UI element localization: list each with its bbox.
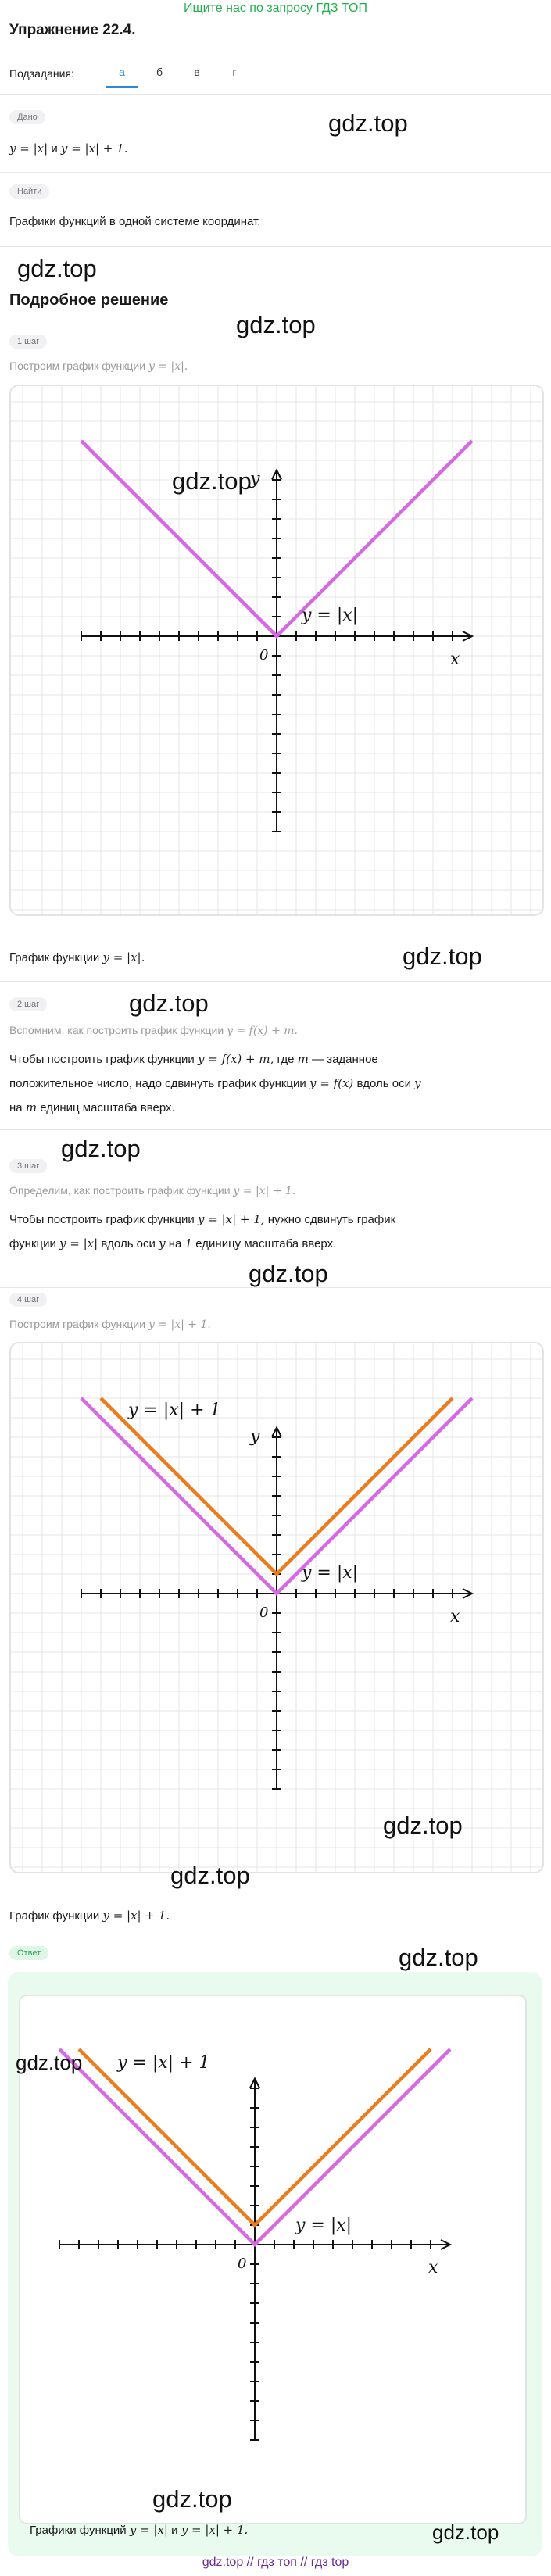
footer-link[interactable]: gdz.top bbox=[202, 2556, 244, 2569]
divider bbox=[0, 1129, 551, 1130]
step1-caption-eq: y = |x|. bbox=[102, 950, 145, 964]
step1-caption-label: График функции bbox=[9, 951, 100, 964]
watermark: gdz.top bbox=[432, 2521, 499, 2544]
step1-caption bbox=[9, 946, 145, 970]
graph-annotation: y = |x| bbox=[295, 2216, 352, 2235]
graph-annotation: y = |x| + 1 bbox=[128, 1401, 221, 1420]
step1-text bbox=[9, 360, 188, 373]
step3-line1 bbox=[9, 1208, 541, 1232]
watermark: gdz.top bbox=[328, 109, 408, 137]
find-text: Графики функций в одной системе координат. bbox=[9, 215, 261, 228]
watermark: gdz.top bbox=[399, 1944, 478, 1971]
equation: y = f(x) bbox=[309, 1076, 354, 1090]
step4-eq: y = |x| + 1. bbox=[148, 1318, 211, 1331]
footer-links[interactable] bbox=[0, 2556, 551, 2570]
given-text bbox=[9, 137, 127, 161]
text: Чтобы построить график функции bbox=[9, 1213, 195, 1226]
x-axis-label: x bbox=[450, 649, 460, 669]
step1-eq: y = |x|. bbox=[148, 360, 188, 373]
text: единиц масштаба вверх. bbox=[40, 1101, 175, 1114]
equation: y = |x| bbox=[59, 1236, 98, 1250]
solution-heading: Подробное решение bbox=[9, 292, 169, 309]
x-axis-label: x bbox=[428, 2258, 438, 2277]
divider bbox=[0, 981, 551, 982]
watermark: gdz.top bbox=[152, 2485, 232, 2513]
page-title: Упражнение 22.4. bbox=[9, 22, 136, 38]
step4-text-label: Построим график функции bbox=[9, 1318, 146, 1330]
step3-intro-label: Определим, как построить график функции bbox=[9, 1184, 231, 1197]
graph-annotation: y = |x| bbox=[302, 1563, 359, 1583]
step4-caption-eq: y = |x| + 1. bbox=[102, 1909, 170, 1923]
step3-intro bbox=[9, 1184, 295, 1197]
tab-v[interactable]: в bbox=[194, 66, 200, 78]
divider bbox=[0, 172, 551, 173]
watermark: gdz.top bbox=[249, 1260, 328, 1287]
text: Чтобы построить график функции bbox=[9, 1053, 195, 1066]
watermark: gdz.top bbox=[403, 943, 482, 970]
step2-intro-eq: y = f(x) + m. bbox=[227, 1025, 298, 1037]
text: единицу масштаба вверх. bbox=[195, 1237, 337, 1250]
origin-label: 0 bbox=[238, 2256, 247, 2272]
y-axis-label: y bbox=[250, 1426, 260, 1447]
text: на bbox=[9, 1101, 23, 1114]
watermark: gdz.top bbox=[383, 1812, 463, 1839]
tab-g[interactable]: г bbox=[232, 66, 237, 78]
watermark: gdz.top bbox=[16, 2051, 83, 2074]
step3-line2 bbox=[9, 1232, 541, 1256]
watermark: gdz.top bbox=[236, 311, 316, 338]
active-tab-indicator bbox=[106, 86, 138, 88]
watermark: gdz.top bbox=[17, 255, 97, 282]
graph-3-canvas bbox=[20, 1996, 525, 2523]
step2-intro-label: Вспомним, как построить график функции bbox=[9, 1024, 224, 1036]
step3-chip: 3 шаг bbox=[9, 1159, 47, 1173]
answer-caption-label: Графики функций bbox=[30, 2524, 127, 2537]
equation: y = |x| + 1, bbox=[197, 1212, 265, 1226]
step2-line3 bbox=[9, 1096, 541, 1120]
equation: y bbox=[414, 1076, 421, 1090]
divider bbox=[0, 246, 551, 247]
tab-b[interactable]: б bbox=[156, 66, 163, 78]
step4-chip: 4 шаг bbox=[9, 1293, 47, 1307]
given-chip: Дано bbox=[9, 110, 45, 124]
text: функции bbox=[9, 1237, 56, 1250]
text: на bbox=[168, 1237, 182, 1250]
text: вдоль оси bbox=[356, 1077, 411, 1090]
graph-3 bbox=[19, 1995, 527, 2524]
search-banner[interactable]: Ищите нас по запросу ГДЗ ТОП bbox=[184, 2, 367, 15]
step4-text bbox=[9, 1318, 211, 1331]
equation: y bbox=[159, 1236, 166, 1250]
text: положительное число, надо сдвинуть график функции bbox=[9, 1077, 306, 1090]
step2-line2 bbox=[9, 1072, 541, 1096]
step1-text-label: Построим график функции bbox=[9, 360, 146, 372]
y-axis-label: y bbox=[250, 469, 260, 489]
graph-annotation: y = |x| bbox=[302, 606, 359, 625]
footer-link[interactable]: гдз топ bbox=[257, 2556, 297, 2569]
graph-1-canvas bbox=[11, 386, 542, 914]
given-conj: и bbox=[51, 142, 58, 156]
equation: y = f(x) + m, bbox=[197, 1052, 274, 1066]
divider bbox=[0, 1287, 551, 1288]
step3-intro-eq: y = |x| + 1. bbox=[233, 1185, 296, 1197]
answer-caption-eq1: y = |x| bbox=[129, 2523, 168, 2537]
graph-1 bbox=[9, 385, 544, 916]
text: где bbox=[277, 1053, 295, 1066]
equation: 1 bbox=[184, 1236, 193, 1250]
footer-link[interactable]: гдз top bbox=[310, 2556, 349, 2569]
x-axis-label: x bbox=[450, 1607, 460, 1626]
step3-body bbox=[9, 1208, 541, 1256]
step4-caption-label: График функции bbox=[9, 1909, 100, 1923]
answer-caption-and: и bbox=[171, 2524, 178, 2537]
footer-sep: // bbox=[300, 2556, 308, 2569]
step2-chip: 2 шаг bbox=[9, 997, 47, 1011]
equation: m bbox=[25, 1100, 38, 1114]
watermark: gdz.top bbox=[170, 1862, 250, 1889]
watermark: gdz.top bbox=[172, 467, 252, 495]
given-eq2: y = |x| + 1. bbox=[60, 141, 128, 156]
tab-a[interactable]: а bbox=[119, 66, 125, 78]
given-eq1: y = |x| bbox=[9, 141, 48, 156]
text: нужно сдвинуть график bbox=[267, 1213, 396, 1226]
step2-intro bbox=[9, 1024, 298, 1037]
step1-chip: 1 шаг bbox=[9, 335, 47, 349]
origin-label: 0 bbox=[259, 1605, 269, 1621]
step4-caption bbox=[9, 1904, 170, 1928]
step2-line1 bbox=[9, 1047, 541, 1072]
find-chip: Найти bbox=[9, 184, 49, 199]
text: — заданное bbox=[312, 1053, 378, 1066]
answer-caption bbox=[30, 2518, 248, 2542]
watermark: gdz.top bbox=[129, 989, 209, 1017]
answer-caption-eq2: y = |x| + 1. bbox=[181, 2523, 249, 2537]
graph-2-canvas bbox=[11, 1343, 542, 1872]
subtasks-label: Подзадания: bbox=[9, 67, 74, 80]
step2-body bbox=[9, 1047, 541, 1120]
divider bbox=[0, 94, 551, 95]
origin-label: 0 bbox=[259, 647, 269, 664]
text: вдоль оси bbox=[101, 1237, 156, 1250]
equation: m bbox=[297, 1052, 309, 1066]
answer-chip: Ответ bbox=[9, 1946, 48, 1960]
graph-annotation: y = |x| + 1 bbox=[117, 2053, 210, 2073]
footer-sep: // bbox=[246, 2556, 254, 2569]
watermark: gdz.top bbox=[61, 1135, 141, 1162]
graph-2 bbox=[9, 1342, 544, 1873]
